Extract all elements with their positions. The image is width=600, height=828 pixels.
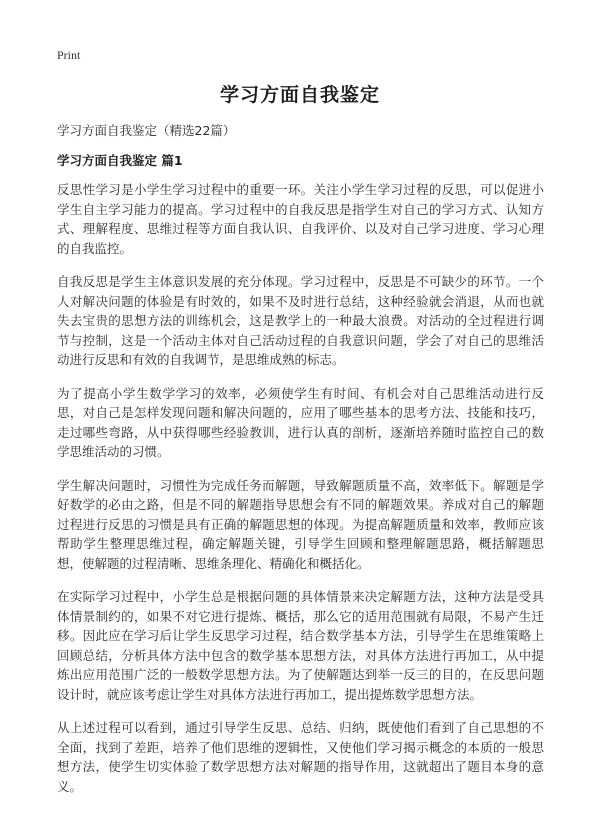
paragraph: 为了提高小学生数学学习的效率，必须使学生有时间、有机会对自己思维活动进行反思，对自己是怎样发现问题和解决问题的，应用了哪些基本的思考方法、技能和技巧，走过哪些弯路，从中获得哪些经验教训，进行认真的剖析，逐渐培养随时监控自己的数学思维活动的习惯。 <box>57 385 544 459</box>
paragraph: 自我反思是学生主体意识发展的充分体现。学习过程中，反思是不可缺少的环节。一个人对解决问题的体验是有时效的，如果不及时进行总结，这种经验就会消退，从而也就失去宝贵的思想方法的训练机会，这是教学上的一种最大浪费。对活动的全过程进行调节与控制，这是一个活动主体对自己活动过程的自我意识问题，学会了对自己的思维活动进行反思和有效的自我调节，是思维成熟的标志。 <box>57 274 544 367</box>
article-body <box>57 180 544 810</box>
section-heading: 学习方面自我鉴定 篇1 <box>57 153 183 168</box>
document-subtitle: 学习方面自我鉴定（精选22篇） <box>57 123 236 138</box>
print-link[interactable]: Print <box>57 48 81 62</box>
paragraph: 学生解决问题时，习惯性为完成任务而解题，导致解题质量不高，效率低下。解题是学好数学的必由之路，但是不同的解题指导思想会有不同的解题效果。养成对自己的解题过程进行反思的习惯是具有正确的解题思想的体现。为提高解题质量和效率，教师应该帮助学生整理思维过程，确定解题关键，引导学生回顾和整理解题思路，概括解题思想，使解题的过程清晰、思维条理化、精确化和概括化。 <box>57 477 544 571</box>
paragraph: 反思性学习是小学生学习过程中的重要一环。关注小学生学习过程的反思，可以促进小学生自主学习能力的提高。学习过程中的自我反思是指学生对自己的学习方式、认知方式、理解程度、思维过程等方面自我认识、自我评价、以及对自己学习进度、学习心理的自我监控。 <box>57 182 544 256</box>
paragraph: 从上述过程可以看到，通过引导学生反思、总结、归纳，既使他们看到了自己思想的不全面，找到了差距，培养了他们思维的逻辑性，又使他们学习揭示概念的本质的一般思想方法，使学生切实体验了数学思想方法对解题的指导作用，这就超出了题目本身的意义。 <box>57 720 544 794</box>
page-title: 学习方面自我鉴定 <box>219 84 380 106</box>
paragraph: 在实际学习过程中，小学生总是根据问题的具体情景来决定解题方法，这种方法是受具体情景制约的，如果不对它进行提炼、概括，那么它的适用范围就有局限，不易产生迁移。因此应在学习后让学生反思学习过程，结合数学基本方法，引导学生在思维策略上回顾总结，分析具体方法中包含的数学基本思想方法，对具体方法进行再加工，从中提炼出应用范围广泛的一般数学思想方法。为了使解题达到举一反三的目的，在反思问题设计时，就应该考虑让学生对具体方法进行再加工，提出提炼数学思想方法。 <box>57 589 544 702</box>
